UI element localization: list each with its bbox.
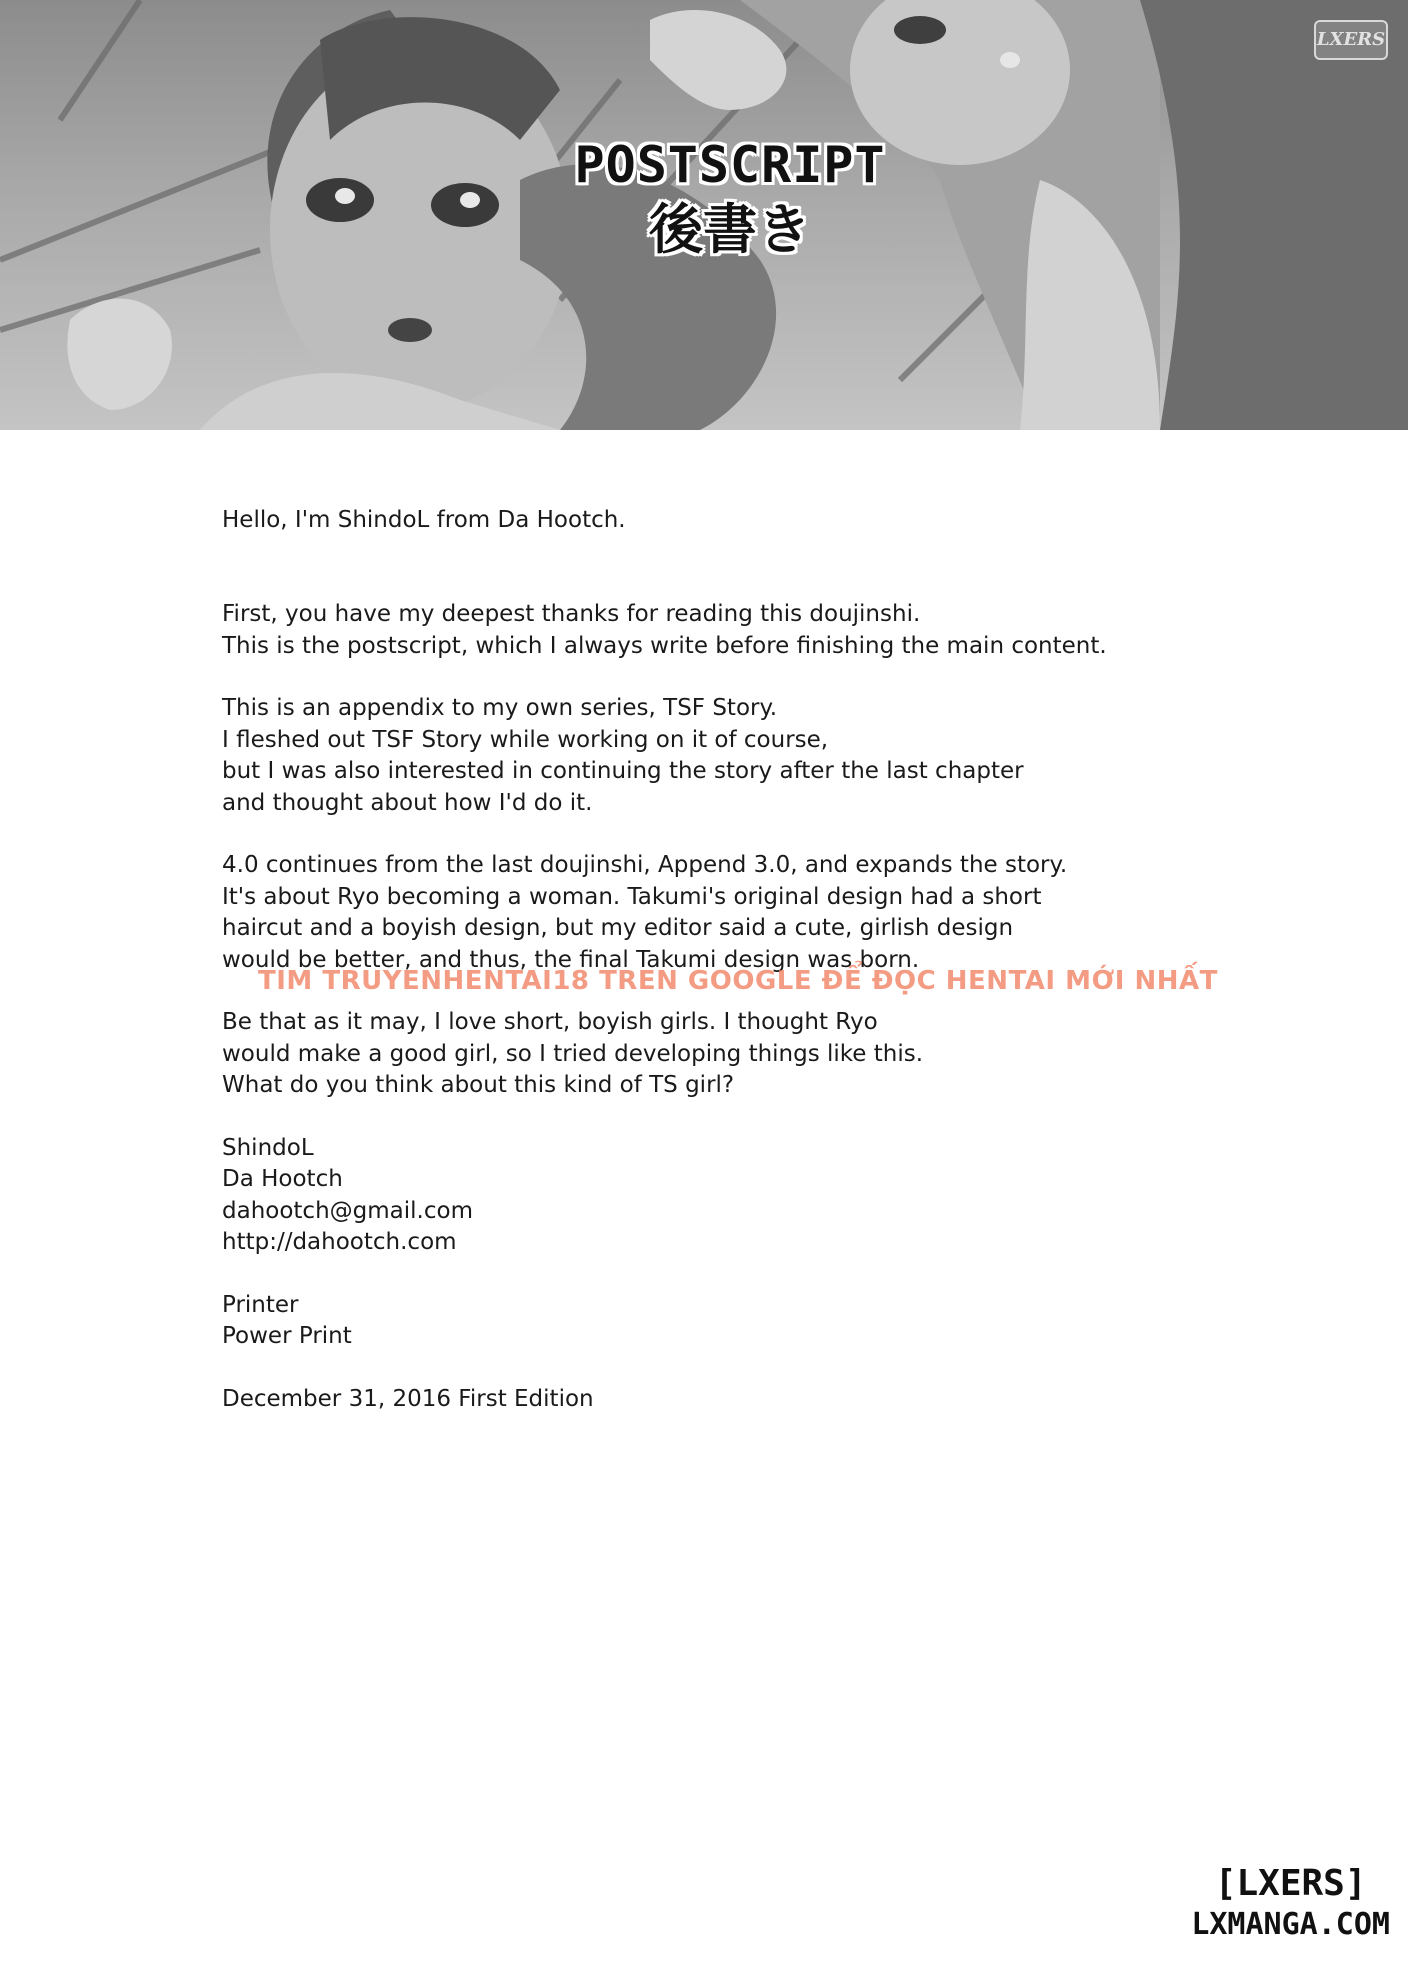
page-title: POSTSCRIPT <box>574 136 886 194</box>
author-name: ShindoL <box>222 1135 314 1162</box>
printer-label: Printer <box>222 1292 299 1319</box>
paragraph-3-line: 4.0 continues from the last doujinshi, Append 3.0, and expands the story. <box>222 852 1068 879</box>
footer-logo-brand: [LXERS] <box>1214 1863 1367 1904</box>
paragraph-2-line: I fleshed out TSF Story while working on it of course, <box>222 726 829 753</box>
paragraph-2-line: This is an appendix to my own series, TSF Story. <box>222 695 778 722</box>
postscript-text <box>222 505 1222 1416</box>
promo-watermark: TIM TRUYENHENTAI18 TREN GOOGLE ĐỂ ĐỌC HENTAI MỚI NHẤT <box>258 966 1218 996</box>
footer-logo-site: LXMANGA.COM <box>1191 1907 1390 1942</box>
paragraph-3-line: It's about Ryo becoming a woman. Takumi's original design had a short <box>222 883 1042 910</box>
paragraph-3-line: haircut and a boyish design, but my editor said a cute, girlish design <box>222 915 1014 942</box>
greeting-line: Hello, I'm ShindoL from Da Hootch. <box>222 507 626 533</box>
website-url: http://dahootch.com <box>222 1229 457 1256</box>
lxers-corner-logo: LXERS <box>1314 20 1388 60</box>
contact-email: dahootch@gmail.com <box>222 1197 473 1224</box>
printer-name: Power Print <box>222 1323 352 1350</box>
circle-name: Da Hootch <box>222 1166 343 1193</box>
paragraph-2-line: but I was also interested in continuing the story after the last chapter <box>222 758 1024 785</box>
paragraph-1-line: This is the postscript, which I always write before finishing the main content. <box>222 632 1107 659</box>
paragraph-3-line: would be better, and thus, the final Takumi design was born. <box>222 946 920 973</box>
footer-logo <box>1191 1862 1390 1944</box>
paragraph-4-line: Be that as it may, I love short, boyish girls. I thought Ryo <box>222 1009 878 1036</box>
title-block <box>540 135 920 261</box>
paragraph-1-line: First, you have my deepest thanks for reading this doujinshi. <box>222 601 921 628</box>
paragraph-2-line: and thought about how I'd do it. <box>222 789 593 816</box>
header-illustration <box>0 0 1408 430</box>
paragraph-4-line: What do you think about this kind of TS girl? <box>222 1072 735 1099</box>
edition-date: December 31, 2016 First Edition <box>222 1386 594 1413</box>
page-title-japanese: 後書き <box>649 198 811 261</box>
paragraph-4-line: would make a good girl, so I tried developing things like this. <box>222 1040 924 1067</box>
